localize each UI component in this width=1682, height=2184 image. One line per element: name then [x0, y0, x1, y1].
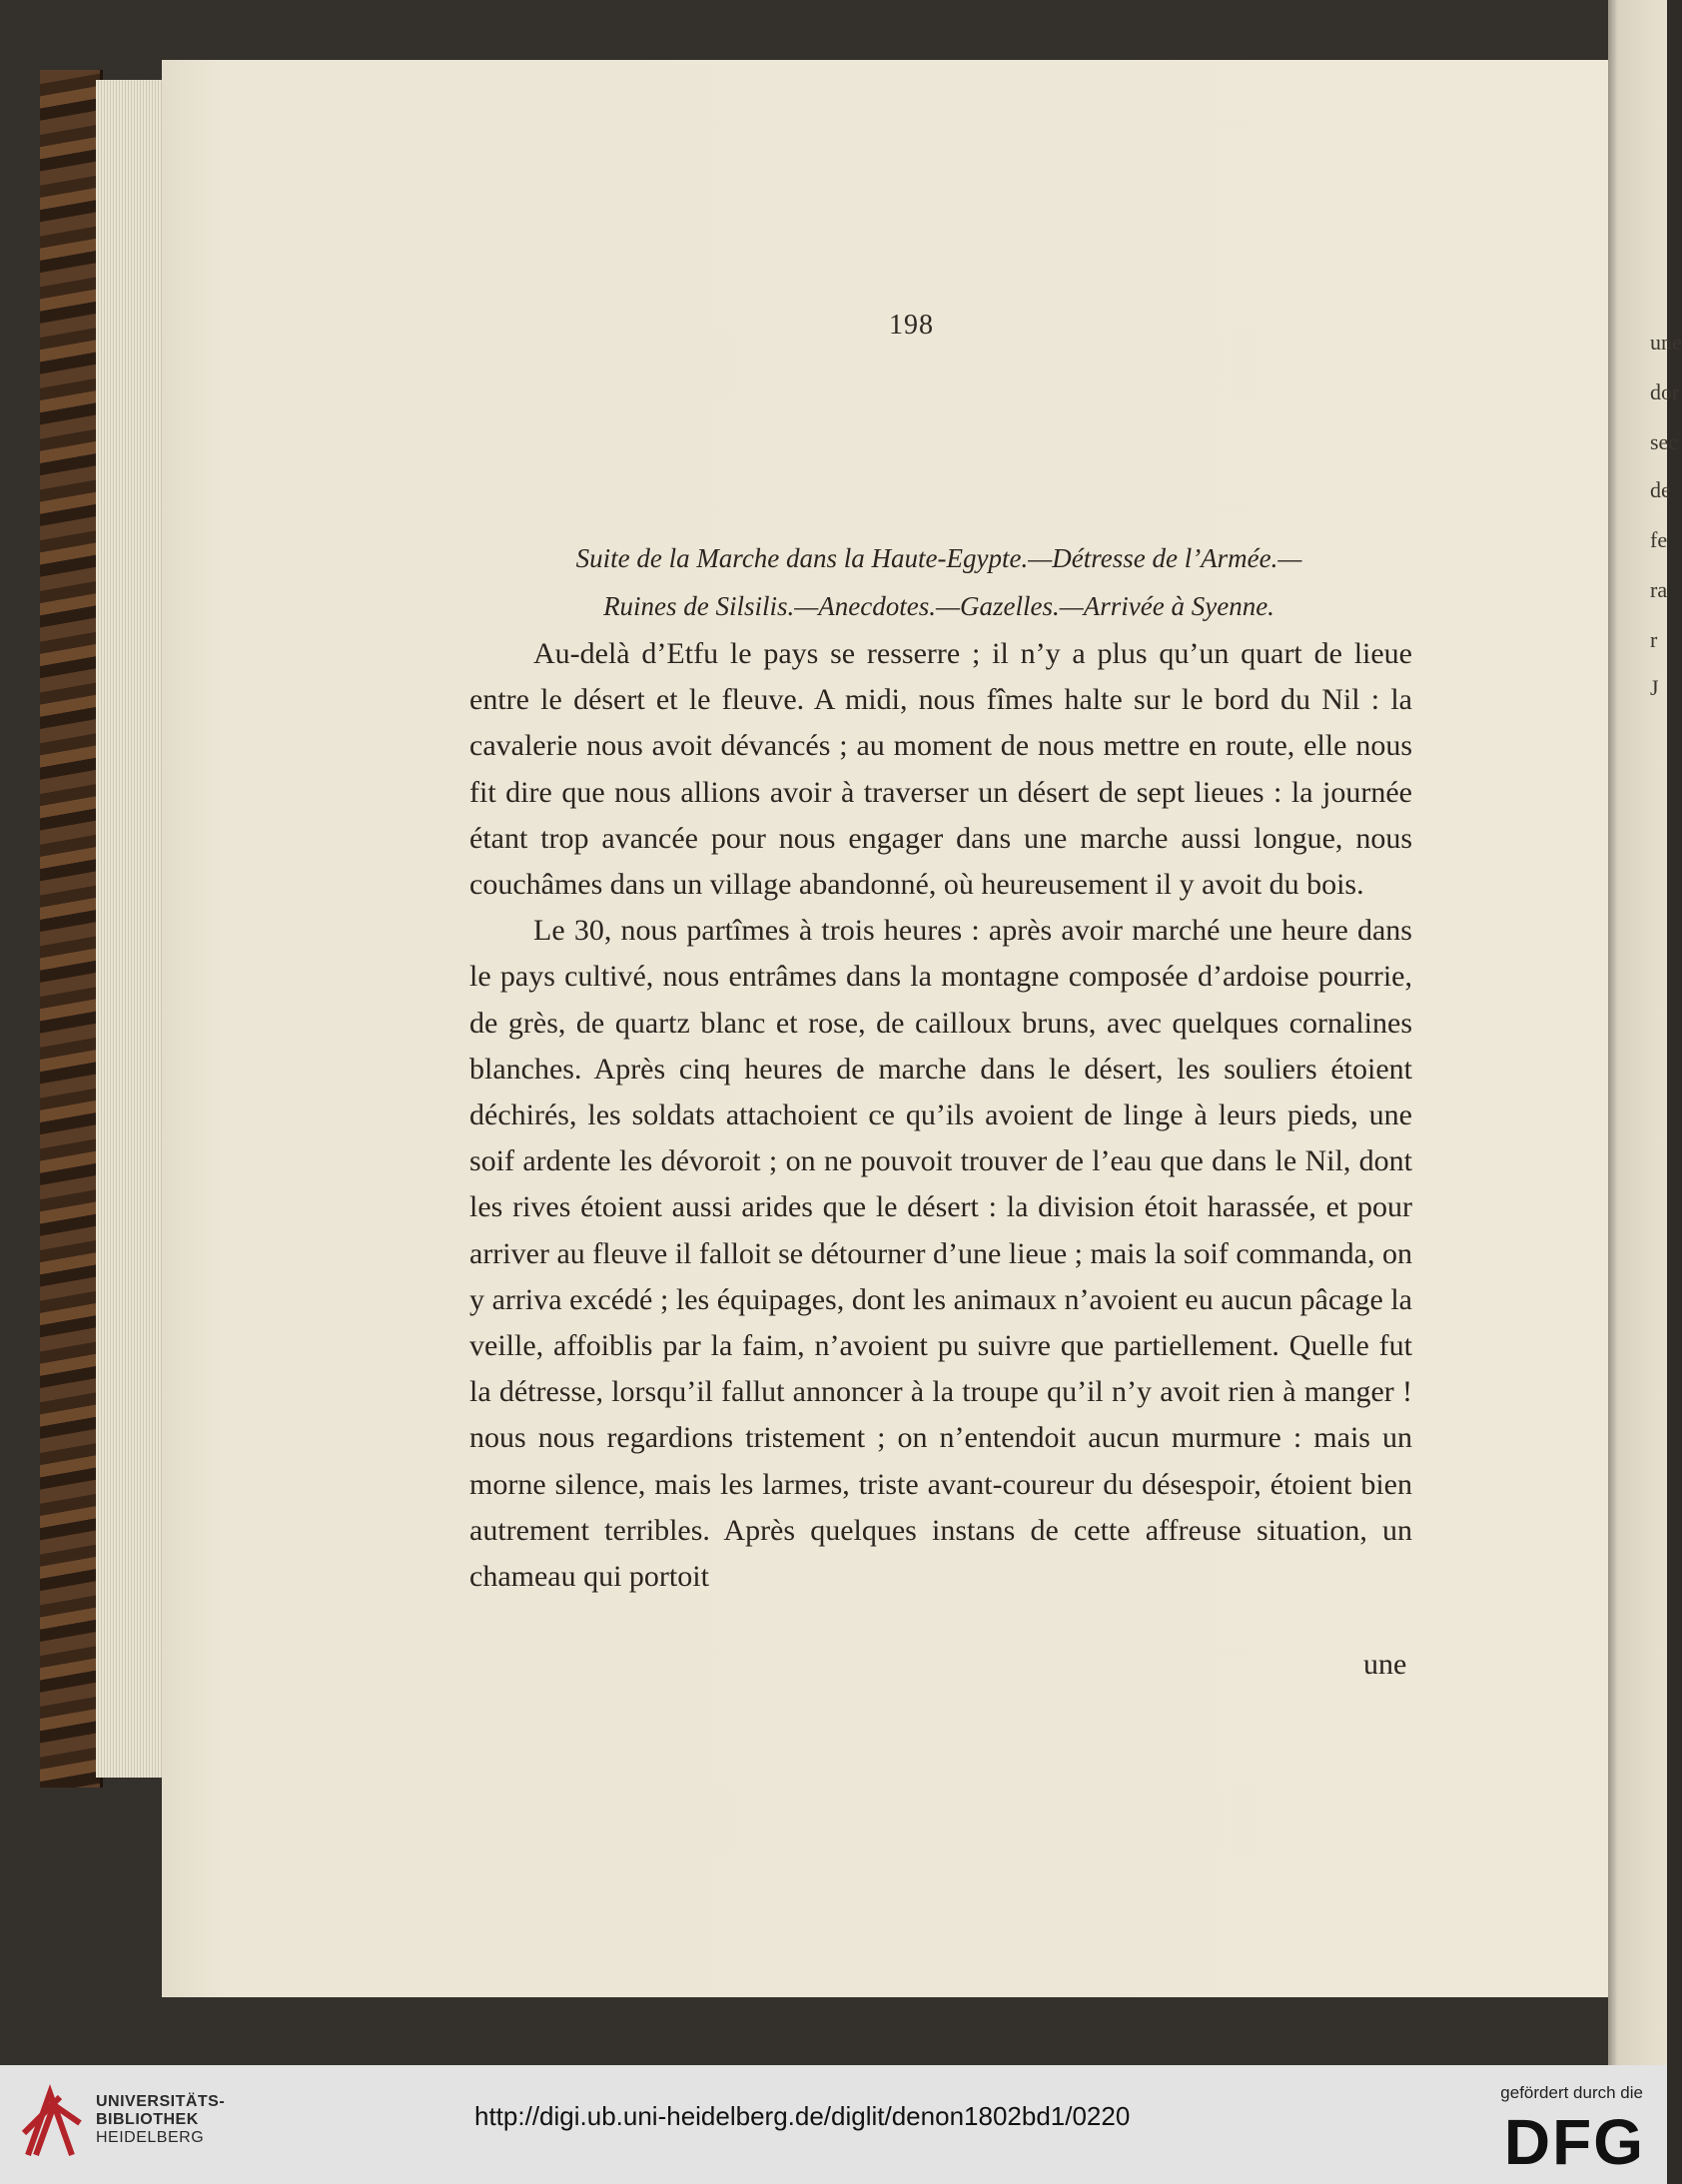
permalink[interactable]: http://digi.ub.uni-heidelberg.de/diglit/denon1802bd1/0220: [474, 2101, 1131, 2131]
footer-bar: [0, 2065, 1667, 2184]
paragraph: Le 30, nous partîmes à trois heures : après avoir marché une heure dans le pays cultivé, nous entrâmes dans la montagne composée d’ardoise pourrie, de grès, de quartz blanc et rose, de cailloux bruns, avec quelques cornalines blanches. Après cinq heures de marche dans le désert, les souliers étoient déchirés, les soldats attachoient ce qu’ils avoient de linge à leurs pieds, une soif ardente les dévoroit ; on ne pouvoit trouver de l’eau que dans le Nil, dont les rives étoient aussi arides que le désert : la division étoit harassée, et pour arriver au fleuve il falloit se détourner d’une lieue ; mais la soif commanda, on y arriva excédé ; les équipages, dont les animaux n’avoient eu aucun pâcage la veille, affoiblis par la faim, n’avoient pu suivre que partiellement. Quelle fut la détresse, lorsqu’il fallut annoncer à la troupe qu’il n’y avoit rien à manger ! nous nous regardions tristement ; on n’entendoit aucun murmure : mais un morne silence, mais les larmes, triste avant-coureur du désespoir, étoient bien autrement terribles. Après quelques instans de cette affreuse situation, un chameau qui portoit: [469, 914, 1412, 1594]
catchword: une: [1363, 1648, 1407, 1681]
adjacent-page-fragment: fe: [1650, 527, 1668, 552]
adjacent-page-fragment: sec: [1650, 429, 1679, 454]
institution-line: HEIDELBERG: [96, 2129, 205, 2146]
adjacent-page-fragment: de: [1650, 477, 1671, 502]
funding-note: gefördert durch die: [1500, 2083, 1643, 2102]
adjacent-page-fragment: une: [1650, 330, 1682, 355]
institution-line: UNIVERSITÄTS-: [96, 2093, 226, 2110]
adjacent-page-fragment: ra: [1650, 577, 1668, 602]
page-edges: [96, 80, 166, 1778]
chapter-summary-line: Suite de la Marche dans la Haute-Egypte.—Détresse de l’Armée.—: [575, 543, 1302, 573]
library-logo-icon: [20, 2083, 88, 2163]
chapter-summary: [459, 534, 1418, 630]
paragraph: Au-delà d’Etfu le pays se resserre ; il n’y a plus qu’un quart de lieue entre le désert et le fleuve. A midi, nous fîmes halte sur le bord du Nil : la cavalerie nous avoit dévancés ; au moment de nous mettre en route, elle nous fit dire que nous allions avoir à traverser un désert de sept lieues : la journée étant trop avancée pour nous engager dans une marche aussi longue, nous couchâmes dans un village abandonné, où heureusement il y avoit du bois.: [469, 637, 1412, 902]
adjacent-page-fragment: dor: [1650, 379, 1680, 404]
body-text: [469, 631, 1412, 1600]
adjacent-page-fragment: r: [1650, 627, 1658, 652]
book-binding: [40, 70, 103, 1788]
page-number: 198: [889, 310, 934, 341]
adjacent-page-edge: [1608, 0, 1682, 2065]
adjacent-page-fragment: J: [1650, 675, 1659, 700]
chapter-summary-line: Ruines de Silsilis.—Anecdotes.—Gazelles.—Arrivée à Syenne.: [603, 591, 1274, 621]
dfg-logo: DFG: [1503, 2106, 1645, 2178]
institution-name: [96, 2093, 225, 2147]
institution-line: BIBLIOTHEK: [96, 2111, 199, 2128]
